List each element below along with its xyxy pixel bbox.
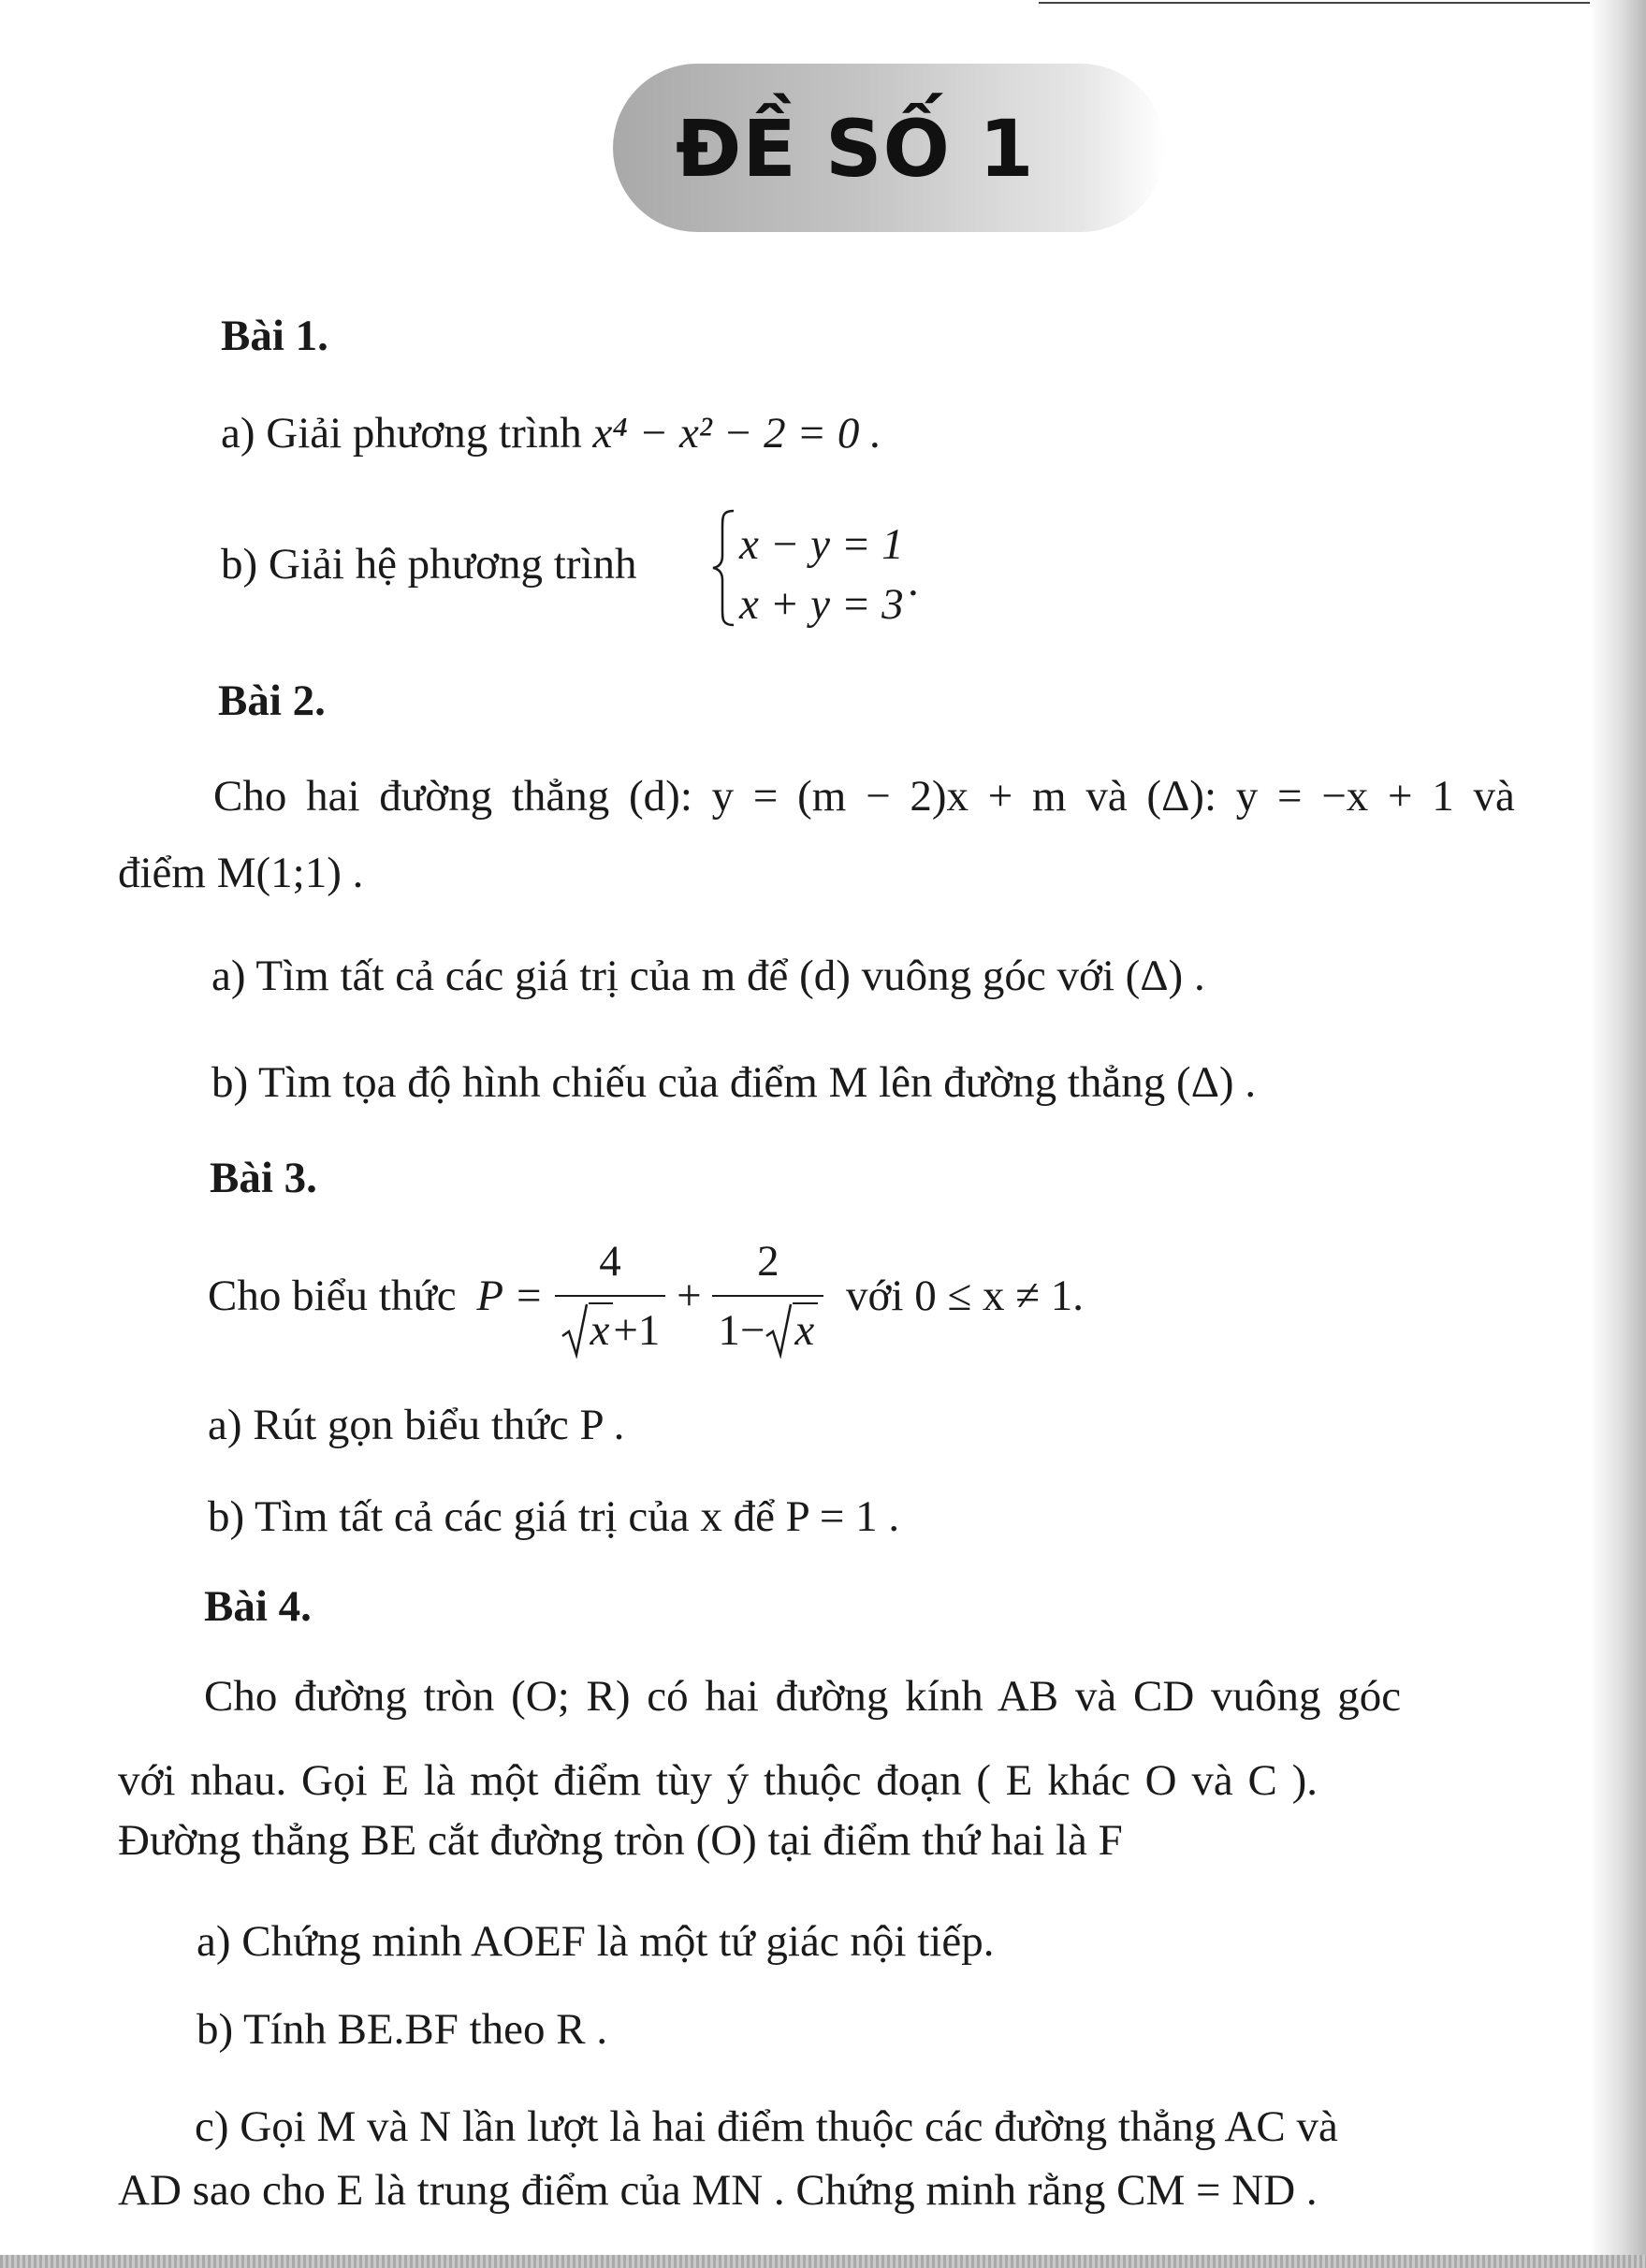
bai3-b: b) Tìm tất cả các giá trị của x để P = 1 . <box>208 1492 900 1541</box>
sqrt-icon <box>765 1301 793 1359</box>
fraction-1-denominator <box>555 1304 666 1357</box>
bai4-intro-line3: Đường thẳng BE cắt đường tròn (O) tại điểm thứ hai là F <box>118 1816 1123 1865</box>
bai1-a-equation: x⁴ − x² − 2 = 0 . <box>592 409 881 458</box>
fraction-2-bar <box>712 1295 823 1297</box>
bai2-intro-line1: Cho hai đường thẳng (d): y = (m − 2)x + m và (Δ): y = −x + 1 và <box>213 772 1515 821</box>
bai4-heading: Bài 4. <box>204 1582 312 1631</box>
page-title: ĐỀ SỐ 1 <box>676 103 1035 195</box>
bai1-b-eq1: x − y = 1 <box>739 520 904 569</box>
sqrt-1 <box>561 1304 614 1357</box>
fraction-1-bar <box>555 1295 666 1297</box>
bai2-intro-line2: điểm M(1;1) . <box>118 849 364 897</box>
bai2-a: a) Tìm tất cả các giá trị của m để (d) vuông góc với (Δ) . <box>211 952 1205 1000</box>
sqrt-2-radicand: x <box>793 1302 818 1355</box>
bai4-c-line1: c) Gọi M và N lần lượt là hai điểm thuộc các đường thẳng AC và <box>195 2102 1338 2151</box>
system-brace-icon <box>709 507 737 629</box>
bai1-heading: Bài 1. <box>221 312 328 360</box>
bai4-c-line2: AD sao cho E là trung điểm của MN . Chứng minh rằng CM = ND . <box>118 2166 1318 2215</box>
bai3-condition: với 0 ≤ x ≠ 1. <box>846 1272 1085 1321</box>
bai1-b-end: . <box>908 557 919 605</box>
sqrt-1-radicand: x <box>589 1302 614 1355</box>
top-rule <box>1039 2 1590 4</box>
bai4-intro-line2: với nhau. Gọi E là một điểm tùy ý thuộc đoạn ( E khác O và C ). <box>118 1756 1318 1805</box>
bai3-heading: Bài 3. <box>210 1154 317 1202</box>
bottom-edge <box>0 2255 1646 2268</box>
bai3-a: a) Rút gọn biểu thức P . <box>208 1401 625 1449</box>
bai4-b: b) Tính BE.BF theo R . <box>197 2005 608 2054</box>
bai2-heading: Bài 2. <box>218 676 326 725</box>
bai4-a: a) Chứng minh AOEF là một tứ giác nội tiếp. <box>197 1917 995 1966</box>
fraction-2-denominator <box>712 1304 823 1357</box>
fraction-2-head: 1− <box>718 1306 765 1356</box>
bai3-fraction-1 <box>555 1235 666 1358</box>
sqrt-icon <box>561 1301 589 1359</box>
bai1-b-system <box>739 515 904 634</box>
page-edge-shadow <box>1590 0 1646 2268</box>
bai3-plus: + <box>677 1272 702 1321</box>
fraction-2-numerator: 2 <box>757 1237 779 1286</box>
bai2-b: b) Tìm tọa độ hình chiếu của điểm M lên đường thẳng (Δ) . <box>211 1058 1257 1107</box>
bai3-intro: Cho biểu thức <box>208 1272 457 1321</box>
bai1-b-eq2: x + y = 3 <box>739 580 904 629</box>
bai1-a-text: a) Giải phương trình <box>221 409 582 458</box>
bai3-expression <box>208 1235 1084 1358</box>
sqrt-2 <box>765 1304 818 1357</box>
fraction-1-numerator: 4 <box>599 1237 621 1286</box>
bai1-b-text: b) Giải hệ phương trình <box>221 540 637 589</box>
bai3-p-lhs: P = <box>476 1272 544 1321</box>
bai1-a <box>221 409 881 458</box>
bai3-fraction-2 <box>712 1235 823 1358</box>
fraction-1-tail: +1 <box>613 1306 661 1356</box>
bai4-intro-line1: Cho đường tròn (O; R) có hai đường kính AB và CD vuông góc <box>204 1672 1402 1721</box>
